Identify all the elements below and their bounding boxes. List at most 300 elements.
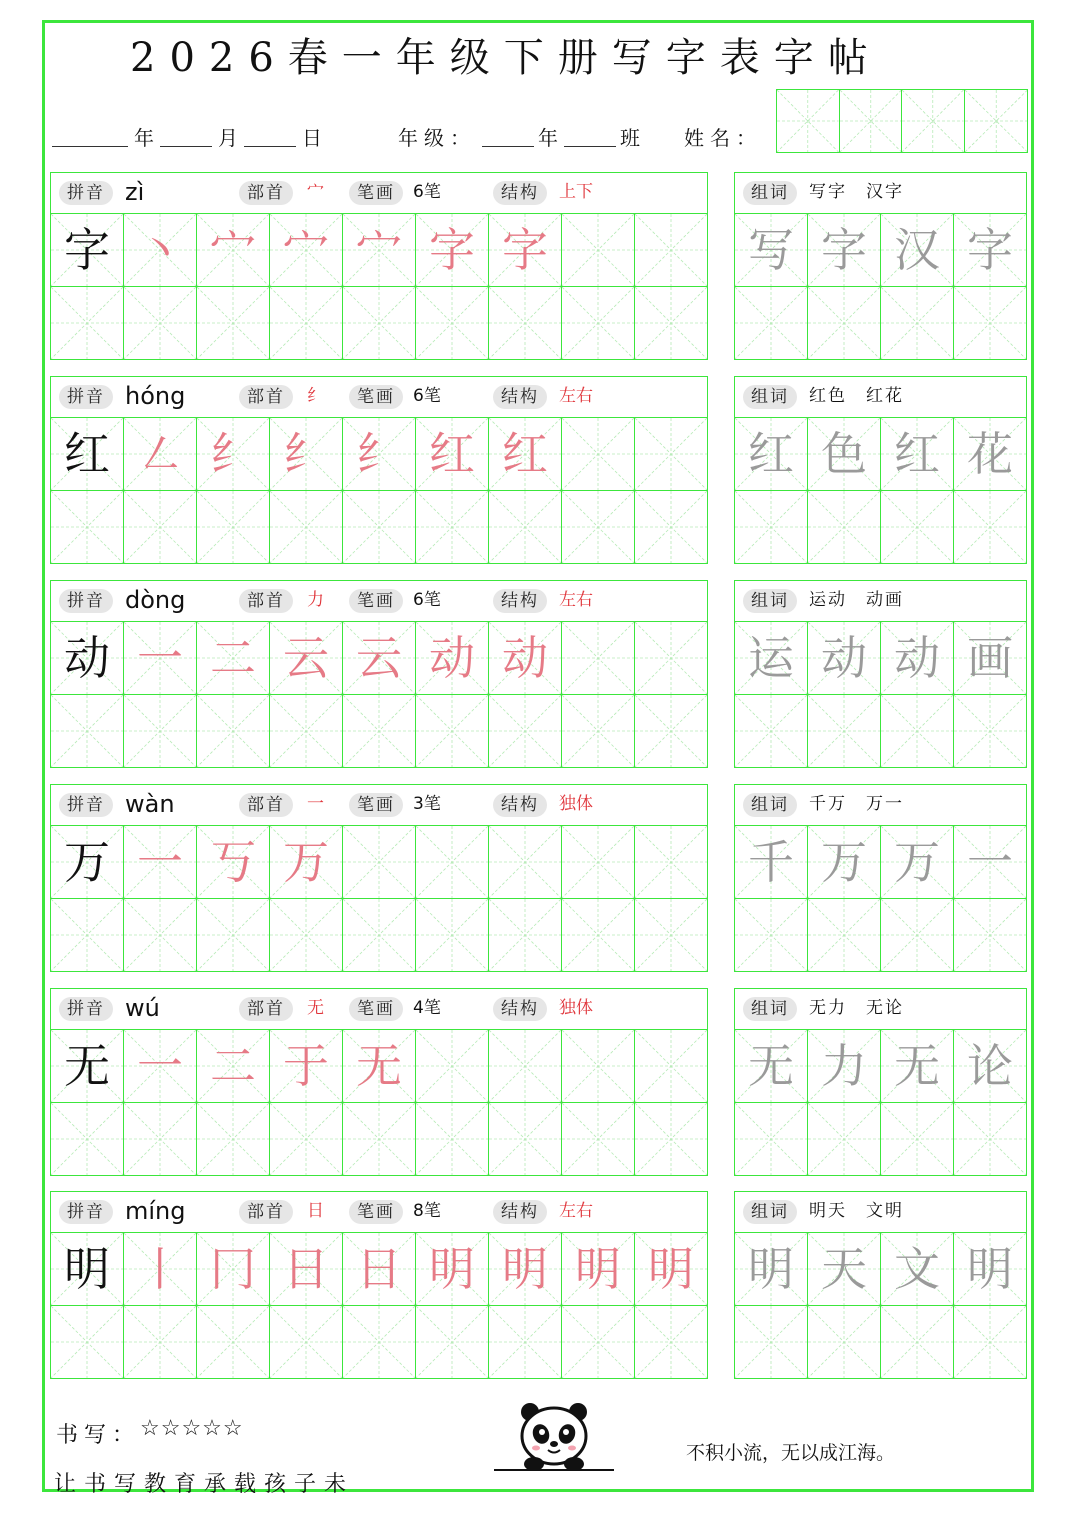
char-info-bar xyxy=(51,989,708,1030)
stroke-step-cell[interactable] xyxy=(416,418,489,491)
grid-guide xyxy=(343,491,415,563)
writing-cell[interactable] xyxy=(562,1103,635,1176)
model-char-cell[interactable] xyxy=(51,418,124,491)
glyph: 一 xyxy=(137,1039,183,1093)
name-box[interactable] xyxy=(965,90,1028,152)
writing-cell[interactable] xyxy=(51,695,124,768)
stroke-step-cell[interactable] xyxy=(416,1233,489,1306)
grid-guide xyxy=(343,287,415,359)
grid-guide xyxy=(562,1030,634,1102)
grid-guide xyxy=(343,1103,415,1175)
word-trace-cell[interactable] xyxy=(881,214,954,287)
name-box[interactable] xyxy=(777,90,840,152)
writing-cell[interactable] xyxy=(562,287,635,360)
writing-cell[interactable] xyxy=(416,1103,489,1176)
writing-cell[interactable] xyxy=(562,1306,635,1379)
stroke-step-cell[interactable] xyxy=(197,826,270,899)
grid-guide xyxy=(562,287,634,359)
glyph: 纟 xyxy=(210,427,256,481)
radical-tag: 部首 xyxy=(239,1200,293,1224)
writing-cell[interactable] xyxy=(416,1030,489,1103)
word-trace-cell[interactable] xyxy=(735,214,808,287)
stroke-step-cell[interactable] xyxy=(343,418,416,491)
writing-cell[interactable] xyxy=(416,1306,489,1379)
writing-cell[interactable] xyxy=(343,695,416,768)
writing-cell[interactable] xyxy=(735,491,808,564)
word-trace-cell[interactable] xyxy=(881,418,954,491)
word-trace-cell[interactable] xyxy=(808,622,881,695)
grid-guide xyxy=(562,418,634,490)
grid-guide xyxy=(416,287,488,359)
grid-guide xyxy=(197,287,269,359)
writing-cell[interactable] xyxy=(489,826,562,899)
glyph: 宀 xyxy=(210,223,256,277)
writing-cell[interactable] xyxy=(881,491,954,564)
stroke-order-row xyxy=(51,1233,708,1306)
grade-label: 年级： xyxy=(398,126,476,150)
word-trace-cell[interactable] xyxy=(735,1030,808,1103)
writing-cell[interactable] xyxy=(635,622,708,695)
word-blank-row xyxy=(735,287,1027,360)
writing-cell[interactable] xyxy=(562,826,635,899)
name-box[interactable] xyxy=(902,90,965,152)
word-trace-cell[interactable] xyxy=(808,826,881,899)
glyph: 纟 xyxy=(283,427,329,481)
structure-tag: 结构 xyxy=(493,997,547,1021)
pinyin-value: hóng xyxy=(125,382,186,410)
stroke-step-cell[interactable] xyxy=(416,622,489,695)
writing-cell[interactable] xyxy=(808,287,881,360)
writing-cell[interactable] xyxy=(635,826,708,899)
structure-tag: 结构 xyxy=(493,589,547,613)
grid-guide xyxy=(881,695,953,767)
word-info-bar xyxy=(735,989,1027,1030)
glyph: 力 xyxy=(821,1039,867,1093)
writing-cell[interactable] xyxy=(197,287,270,360)
writing-cell[interactable] xyxy=(416,826,489,899)
writing-cell[interactable] xyxy=(735,695,808,768)
structure-value: 左右 xyxy=(559,386,593,406)
words-tag: 组词 xyxy=(743,589,797,613)
word-trace-row xyxy=(735,1030,1027,1103)
writing-cell[interactable] xyxy=(635,1306,708,1379)
grid-guide xyxy=(489,1306,561,1378)
writing-cell[interactable] xyxy=(343,826,416,899)
writing-cell[interactable] xyxy=(51,1306,124,1379)
glyph: 天 xyxy=(821,1242,867,1296)
grid-guide xyxy=(840,90,902,152)
writing-cell[interactable] xyxy=(489,695,562,768)
word-trace-cell[interactable] xyxy=(881,826,954,899)
grid-guide xyxy=(343,899,415,971)
writing-cell[interactable] xyxy=(197,1306,270,1379)
word-practice-panel xyxy=(734,172,1027,360)
writing-cell[interactable] xyxy=(735,899,808,972)
writing-cell[interactable] xyxy=(489,1030,562,1103)
writing-cell[interactable] xyxy=(343,287,416,360)
word-trace-cell[interactable] xyxy=(735,622,808,695)
writing-cell[interactable] xyxy=(808,491,881,564)
writing-cell[interactable] xyxy=(343,1103,416,1176)
grid-guide xyxy=(124,1306,196,1378)
writing-cell[interactable] xyxy=(124,695,197,768)
writing-cell[interactable] xyxy=(197,899,270,972)
word-trace-cell[interactable] xyxy=(881,1030,954,1103)
writing-cell[interactable] xyxy=(635,899,708,972)
writing-cell[interactable] xyxy=(51,491,124,564)
glyph: 红 xyxy=(502,427,548,481)
word-trace-cell[interactable] xyxy=(954,1233,1027,1306)
writing-cell[interactable] xyxy=(343,491,416,564)
words-value: 明天 文明 xyxy=(809,1201,904,1221)
stroke-step-cell[interactable] xyxy=(343,1233,416,1306)
stroke-step-cell[interactable] xyxy=(635,1233,708,1306)
writing-cell[interactable] xyxy=(197,1103,270,1176)
writing-cell[interactable] xyxy=(343,899,416,972)
char-info-bar xyxy=(51,377,708,418)
writing-cell[interactable] xyxy=(489,1103,562,1176)
writing-cell[interactable] xyxy=(635,1103,708,1176)
radical-tag: 部首 xyxy=(239,997,293,1021)
grid-guide xyxy=(562,214,634,286)
month-blank[interactable] xyxy=(160,146,212,147)
word-practice-panel xyxy=(734,376,1027,564)
stroke-step-cell[interactable] xyxy=(343,622,416,695)
writing-cell[interactable] xyxy=(635,418,708,491)
year-blank[interactable] xyxy=(52,146,128,147)
writing-cell[interactable] xyxy=(635,287,708,360)
writing-cell[interactable] xyxy=(735,1103,808,1176)
model-char-cell[interactable] xyxy=(51,1030,124,1103)
word-trace-cell[interactable] xyxy=(881,622,954,695)
stroke-step-cell[interactable] xyxy=(124,622,197,695)
word-trace-cell[interactable] xyxy=(954,418,1027,491)
word-trace-cell[interactable] xyxy=(735,1233,808,1306)
glyph: 于 xyxy=(283,1039,329,1093)
glyph: 字 xyxy=(967,223,1013,277)
stroke-step-cell[interactable] xyxy=(124,214,197,287)
stroke-order-row xyxy=(51,418,708,491)
stroke-step-cell[interactable] xyxy=(343,214,416,287)
grid-guide xyxy=(635,622,707,694)
radical-tag: 部首 xyxy=(239,589,293,613)
writing-cell[interactable] xyxy=(562,695,635,768)
grid-guide xyxy=(635,899,707,971)
writing-cell[interactable] xyxy=(562,622,635,695)
writing-cell[interactable] xyxy=(635,214,708,287)
glyph: 一 xyxy=(137,631,183,685)
word-trace-cell[interactable] xyxy=(808,214,881,287)
stroke-step-cell[interactable] xyxy=(489,214,562,287)
glyph: 动 xyxy=(429,631,475,685)
grid-guide xyxy=(416,1306,488,1378)
writing-cell[interactable] xyxy=(416,695,489,768)
grid-guide xyxy=(635,1103,707,1175)
word-blank-row xyxy=(735,1306,1027,1379)
model-char-cell[interactable] xyxy=(51,214,124,287)
writing-cell[interactable] xyxy=(124,491,197,564)
writing-cell[interactable] xyxy=(124,1306,197,1379)
stroke-step-cell[interactable] xyxy=(270,826,343,899)
radical-value: 宀 xyxy=(307,182,324,202)
stroke-step-cell[interactable] xyxy=(489,418,562,491)
writing-cell[interactable] xyxy=(954,287,1027,360)
glyph: 一 xyxy=(137,835,183,889)
writing-cell[interactable] xyxy=(562,1030,635,1103)
word-trace-cell[interactable] xyxy=(954,1030,1027,1103)
name-label: 姓名： xyxy=(684,126,762,150)
grid-guide xyxy=(635,826,707,898)
model-char-cell[interactable] xyxy=(51,622,124,695)
writing-cell[interactable] xyxy=(343,1306,416,1379)
grid-guide xyxy=(197,899,269,971)
stroke-step-cell[interactable] xyxy=(270,1233,343,1306)
glyph: 写 xyxy=(748,223,794,277)
writing-cell[interactable] xyxy=(881,695,954,768)
grid-guide xyxy=(489,491,561,563)
structure-tag: 结构 xyxy=(493,181,547,205)
writing-cell[interactable] xyxy=(489,287,562,360)
writing-cell[interactable] xyxy=(881,1306,954,1379)
char-info-bar xyxy=(51,1192,708,1233)
word-info-bar xyxy=(735,173,1027,214)
stroke-step-cell[interactable] xyxy=(197,418,270,491)
glyph: 二 xyxy=(210,1039,256,1093)
writing-cell[interactable] xyxy=(954,491,1027,564)
writing-cell[interactable] xyxy=(881,287,954,360)
grid-guide xyxy=(489,1103,561,1175)
grid-guide xyxy=(197,1103,269,1175)
writing-cell[interactable] xyxy=(808,1103,881,1176)
grid-guide xyxy=(51,1306,123,1378)
word-trace-cell[interactable] xyxy=(808,1233,881,1306)
glyph: 日 xyxy=(283,1242,329,1296)
stroke-step-cell[interactable] xyxy=(270,1030,343,1103)
stroke-step-cell[interactable] xyxy=(197,1030,270,1103)
words-value: 无力 无论 xyxy=(809,998,904,1018)
words-value: 红色 红花 xyxy=(809,386,904,406)
words-tag: 组词 xyxy=(743,997,797,1021)
writing-cell[interactable] xyxy=(416,899,489,972)
glyph: 论 xyxy=(967,1039,1013,1093)
stroke-step-cell[interactable] xyxy=(124,1030,197,1103)
writing-cell[interactable] xyxy=(562,214,635,287)
word-trace-cell[interactable] xyxy=(954,826,1027,899)
stroke-step-cell[interactable] xyxy=(270,622,343,695)
radical-value: 无 xyxy=(307,998,324,1018)
word-info-bar xyxy=(735,1192,1027,1233)
writing-cell[interactable] xyxy=(808,1306,881,1379)
page-title: 2026春一年级下册写字表字帖 xyxy=(130,35,882,81)
stroke-step-cell[interactable] xyxy=(562,1233,635,1306)
stroke-step-cell[interactable] xyxy=(124,418,197,491)
writing-cell[interactable] xyxy=(954,899,1027,972)
writing-cell[interactable] xyxy=(635,1030,708,1103)
writing-cell[interactable] xyxy=(954,1103,1027,1176)
glyph: 云 xyxy=(283,631,329,685)
stroke-order-row xyxy=(51,826,708,899)
stroke-step-cell[interactable] xyxy=(416,214,489,287)
word-info-bar xyxy=(735,785,1027,826)
words-value: 千万 万一 xyxy=(809,794,904,814)
class-blank[interactable] xyxy=(564,146,616,147)
glyph: ㇜ xyxy=(137,427,183,481)
writing-cell[interactable] xyxy=(562,491,635,564)
structure-value: 左右 xyxy=(559,590,593,610)
writing-cell[interactable] xyxy=(270,287,343,360)
writing-cell[interactable] xyxy=(270,491,343,564)
writing-cell[interactable] xyxy=(954,1306,1027,1379)
class-label: 班 xyxy=(620,126,646,150)
stroke-step-cell[interactable] xyxy=(270,214,343,287)
grid-guide xyxy=(416,1103,488,1175)
day-blank[interactable] xyxy=(244,146,296,147)
glyph: 运 xyxy=(748,631,794,685)
writing-cell[interactable] xyxy=(124,287,197,360)
radical-tag: 部首 xyxy=(239,181,293,205)
glyph: 红 xyxy=(748,427,794,481)
blank-practice-row xyxy=(51,1306,708,1379)
grid-guide xyxy=(343,1306,415,1378)
model-char-cell[interactable] xyxy=(51,826,124,899)
glyph: 明 xyxy=(64,1242,110,1296)
glyph: 红 xyxy=(64,427,110,481)
writing-cell[interactable] xyxy=(416,287,489,360)
word-practice-panel xyxy=(734,988,1027,1176)
strokes-value: 8笔 xyxy=(413,1201,441,1221)
model-char-cell[interactable] xyxy=(51,1233,124,1306)
writing-cell[interactable] xyxy=(416,491,489,564)
blank-practice-row xyxy=(51,491,708,564)
word-trace-cell[interactable] xyxy=(954,622,1027,695)
writing-cell[interactable] xyxy=(881,899,954,972)
glyph: 动 xyxy=(502,631,548,685)
writing-cell[interactable] xyxy=(124,1103,197,1176)
writing-cell[interactable] xyxy=(197,491,270,564)
blank-practice-row xyxy=(51,287,708,360)
grid-guide xyxy=(270,695,342,767)
stroke-step-cell[interactable] xyxy=(343,1030,416,1103)
strokes-tag: 笔画 xyxy=(349,589,403,613)
writing-cell[interactable] xyxy=(489,899,562,972)
glyph: 丂 xyxy=(210,835,256,889)
word-trace-cell[interactable] xyxy=(808,1030,881,1103)
writing-cell[interactable] xyxy=(51,1103,124,1176)
glyph: 无 xyxy=(356,1039,402,1093)
writing-cell[interactable] xyxy=(881,1103,954,1176)
word-trace-cell[interactable] xyxy=(735,418,808,491)
pinyin-value: wàn xyxy=(125,790,175,818)
grid-guide xyxy=(124,1103,196,1175)
word-trace-cell[interactable] xyxy=(808,418,881,491)
grid-guide xyxy=(51,491,123,563)
stroke-step-cell[interactable] xyxy=(197,622,270,695)
grid-guide xyxy=(881,899,953,971)
word-practice-panel xyxy=(734,580,1027,768)
writing-cell[interactable] xyxy=(197,695,270,768)
grid-guide xyxy=(954,491,1026,563)
glyph: 明 xyxy=(748,1242,794,1296)
name-writing-boxes[interactable] xyxy=(776,89,1028,153)
writing-cell[interactable] xyxy=(635,491,708,564)
word-trace-cell[interactable] xyxy=(735,826,808,899)
grid-guide xyxy=(881,287,953,359)
writing-cell[interactable] xyxy=(270,1103,343,1176)
glyph: 明 xyxy=(429,1242,475,1296)
writing-cell[interactable] xyxy=(51,287,124,360)
grid-guide xyxy=(343,826,415,898)
words-tag: 组词 xyxy=(743,793,797,817)
glyph: 万 xyxy=(283,835,329,889)
stroke-step-cell[interactable] xyxy=(489,622,562,695)
grade-blank[interactable] xyxy=(482,146,534,147)
writing-cell[interactable] xyxy=(270,1306,343,1379)
pinyin-tag: 拼音 xyxy=(59,793,113,817)
glyph: 万 xyxy=(894,835,940,889)
strokes-value: 4笔 xyxy=(413,998,441,1018)
writing-cell[interactable] xyxy=(735,287,808,360)
char-info-bar xyxy=(51,581,708,622)
stroke-step-cell[interactable] xyxy=(197,1233,270,1306)
blank-practice-row xyxy=(51,899,708,972)
name-box[interactable] xyxy=(840,90,903,152)
glyph: 无 xyxy=(64,1039,110,1093)
glyph: 画 xyxy=(967,631,1013,685)
grid-guide xyxy=(777,90,839,152)
word-trace-cell[interactable] xyxy=(881,1233,954,1306)
writing-cell[interactable] xyxy=(808,695,881,768)
writing-cell[interactable] xyxy=(270,899,343,972)
writing-cell[interactable] xyxy=(489,491,562,564)
glyph: 汉 xyxy=(894,223,940,277)
writing-cell[interactable] xyxy=(735,1306,808,1379)
day-label: 日 xyxy=(302,126,328,150)
stroke-step-cell[interactable] xyxy=(124,1233,197,1306)
grid-guide xyxy=(197,491,269,563)
strokes-value: 6笔 xyxy=(413,386,441,406)
glyph: 字 xyxy=(502,223,548,277)
glyph: 动 xyxy=(821,631,867,685)
writing-cell[interactable] xyxy=(562,899,635,972)
writing-cell[interactable] xyxy=(808,899,881,972)
stroke-step-cell[interactable] xyxy=(270,418,343,491)
glyph: 字 xyxy=(821,223,867,277)
grid-guide xyxy=(562,1103,634,1175)
grid-guide xyxy=(124,491,196,563)
grid-guide xyxy=(635,418,707,490)
grid-guide xyxy=(270,1103,342,1175)
grid-guide xyxy=(343,695,415,767)
stroke-step-cell[interactable] xyxy=(124,826,197,899)
writing-cell[interactable] xyxy=(954,695,1027,768)
grid-guide xyxy=(954,695,1026,767)
writing-cell[interactable] xyxy=(562,418,635,491)
writing-cell[interactable] xyxy=(635,695,708,768)
writing-cell[interactable] xyxy=(489,1306,562,1379)
writing-cell[interactable] xyxy=(270,695,343,768)
stroke-step-cell[interactable] xyxy=(197,214,270,287)
word-trace-cell[interactable] xyxy=(954,214,1027,287)
words-value: 运动 动画 xyxy=(809,590,904,610)
grid-guide xyxy=(562,695,634,767)
structure-value: 上下 xyxy=(559,182,593,202)
stroke-step-cell[interactable] xyxy=(489,1233,562,1306)
structure-value: 独体 xyxy=(559,998,593,1018)
rating-stars[interactable]: ☆☆☆☆☆ xyxy=(140,1416,244,1441)
writing-cell[interactable] xyxy=(124,899,197,972)
writing-cell[interactable] xyxy=(51,899,124,972)
radical-tag: 部首 xyxy=(239,385,293,409)
